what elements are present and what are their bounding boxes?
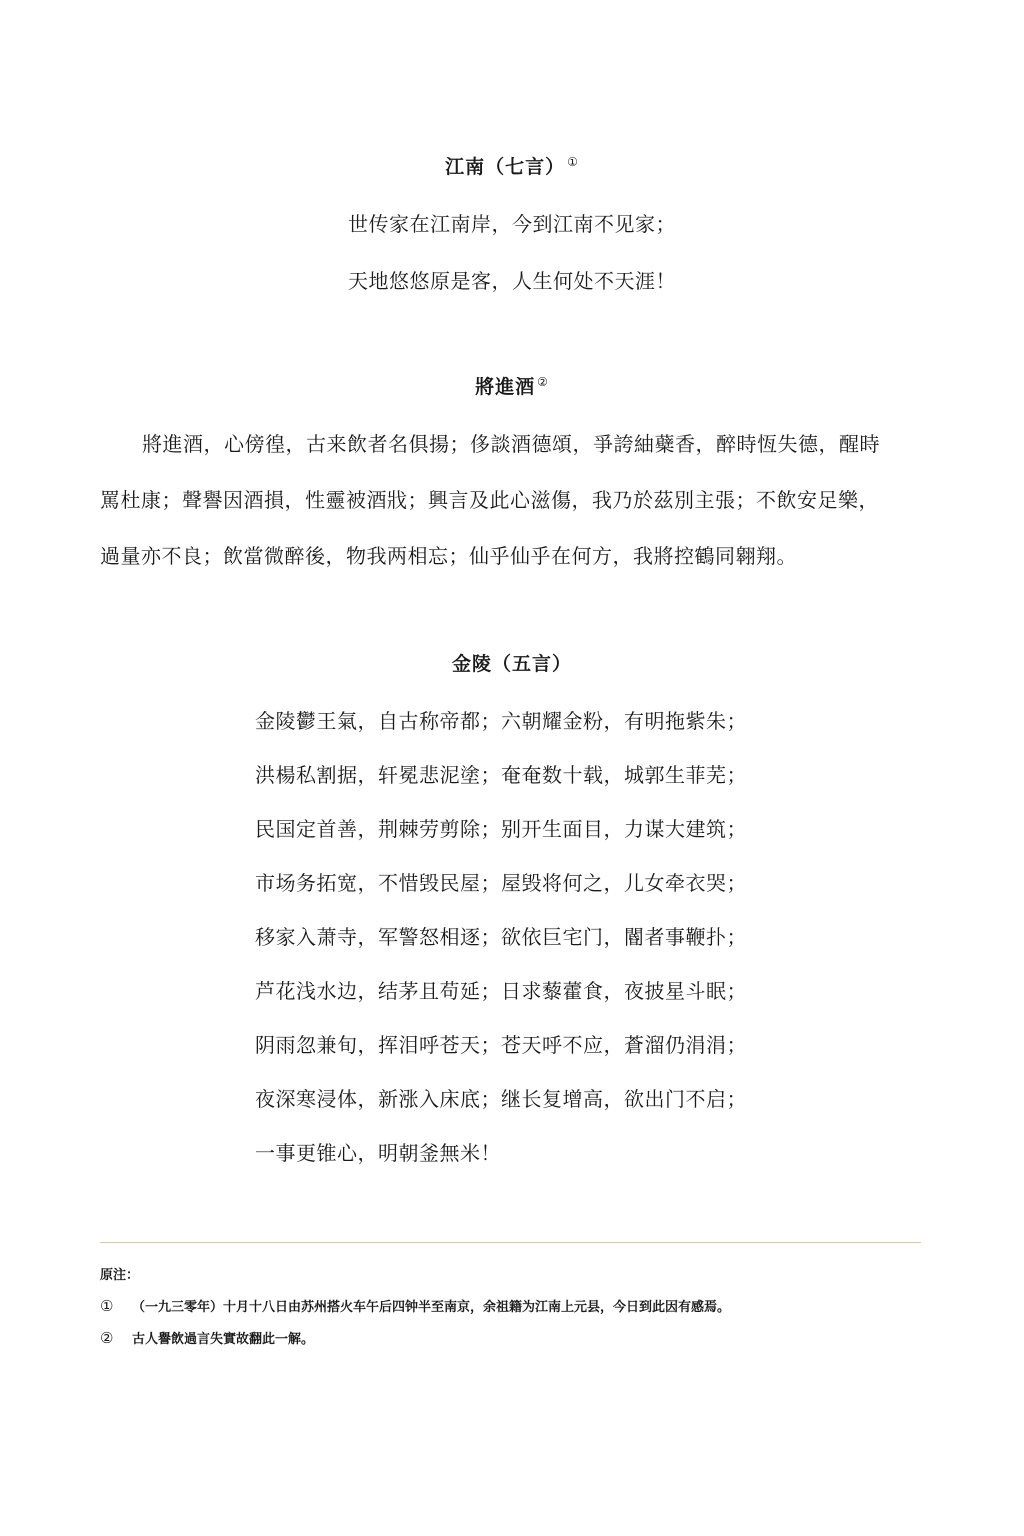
poem-line: 芦花浅水边，结茅且苟延；日求藜藿食，夜披星斗眠；: [255, 979, 747, 1003]
footnote-1: [100, 1296, 730, 1315]
footnote-ref-2[interactable]: ②: [537, 374, 549, 389]
notes-heading: 原注：: [100, 1268, 140, 1283]
poem-line: 市场务拓宽，不惜毁民屋；屋毁将何之，儿女牵衣哭；: [255, 871, 747, 895]
poem-line: 一事更锥心，明朝釜無米！: [255, 1141, 501, 1165]
poem-line: 移家入萧寺，军警怒相逐；欲依巨宅门，閽者事鞭扑；: [255, 925, 747, 949]
poem-title-jinling: [0, 649, 1024, 676]
poem-title-text: 金陵（五言）: [451, 653, 572, 675]
poem-line: 民国定首善，荆棘劳剪除；别开生面目，力谋大建筑；: [255, 817, 747, 841]
poem-title-text: 江南（七言）: [445, 156, 566, 178]
prose-line: 將進酒，心傍徨，古来飲者名俱揚；侈談酒德頌，爭誇紬蘗香，醉時恆失德，醒時: [142, 432, 880, 456]
poem-title-jiangjinjiu: [0, 372, 1024, 399]
poem-title-jiangnan: [0, 152, 1024, 179]
poem-line: 金陵鬱王氣，自古称帝都；六朝耀金粉，有明拖紫朱；: [255, 709, 747, 733]
footnote-marker: ②: [100, 1329, 114, 1347]
poem-line: 世传家在江南岸，今到江南不见家；: [348, 212, 676, 236]
poem-line: 洪楊私割据，轩冕悲泥塗；奄奄数十载，城郭生菲芜；: [255, 763, 747, 787]
prose-line: 罵杜康；聲譽因酒損，性靈被酒戕；興言及此心滋傷，我乃於茲別主張；不飲安足樂，: [100, 488, 879, 512]
footnote-2: [100, 1328, 314, 1347]
footnote-marker: ①: [100, 1297, 114, 1315]
poem-title-text: 將進酒: [475, 376, 536, 398]
footnote-text: （一九三零年）十月十八日由苏州搭火车午后四钟半至南京，余祖籍为江南上元县，今日到此因有感焉。: [132, 1300, 731, 1315]
footnote-text: 古人譽飲過言失實故翻此一解。: [132, 1332, 315, 1347]
prose-line: 過量亦不良；飲當微醉後，物我两相忘；仙乎仙乎在何方，我將控鶴同翱翔。: [100, 544, 797, 568]
poem-line: 夜深寒浸体，新涨入床底；继长复增高，欲出门不启；: [255, 1087, 747, 1111]
footnote-divider: [100, 1242, 921, 1243]
poem-line: 阴雨忽兼旬，挥泪呼苍天；苍天呼不应，蒼溜仍涓涓；: [255, 1033, 747, 1057]
poem-line: 天地悠悠原是客，人生何处不天涯！: [348, 269, 676, 293]
footnote-ref-1[interactable]: ①: [567, 154, 579, 169]
